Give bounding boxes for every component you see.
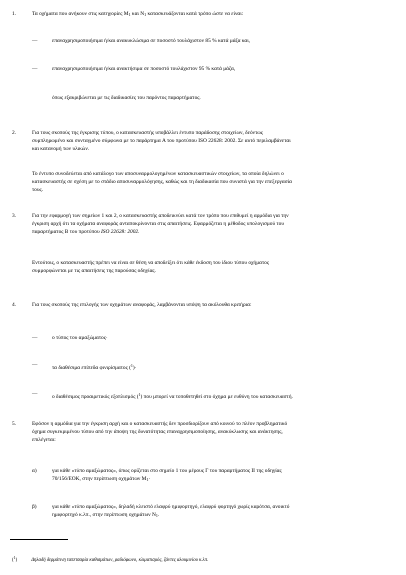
- paragraph-line: Εντούτοις, ο κατασκευαστής πρέπει να είναι σε θέση να αποδείξει ότι κάθε έκδοση του ίδιου τύπου οχήματος: [32, 260, 269, 266]
- item-number: 2.: [12, 130, 17, 136]
- list-item: επαναχρησιμοποιήσιμα ή/και ανακυκλώσιμα σε ποσοστό τουλάχιστον 85 % κατά μάζα και,: [52, 38, 251, 44]
- paragraph-line: Για τους σκοπούς της έγκρισης τύπου, ο κατασκευαστής υποβάλλει έντυπο παράδοσης στοιχείων, δεόντως: [32, 130, 263, 136]
- paragraph: όπως εξακριβώνεται με τις διαδικασίες του παρόντος παραρτήματος.: [52, 95, 201, 101]
- paragraph: Τα οχήματα που ανήκουν στις κατηγορίες $M_1$ και $N_1$ κατασκευάζονται κατά τρόπο ώστε να είναι:: [32, 11, 244, 17]
- paragraph-line: Το έντυπο συνοδεύεται από κατάλογο των αποσυναρμολογημένων κατασκευαστικών στοιχείων, τα οποία δηλώνει ο: [32, 171, 284, 177]
- paragraph-line: τους.: [32, 187, 44, 193]
- footnote-separator: [10, 539, 68, 540]
- paragraph-line: Για την εφαρμογή των σημείων 1 και 2, ο κατασκευαστής αποδεικνύει κατά τον τρόπο που επιθυμεί η αρμόδια για την: [32, 213, 289, 219]
- sub-item-line: 70/156/ΕΟΚ, στην περίπτωση οχημάτων $M_1\cdot$: [52, 476, 151, 482]
- list-item: τα διαθέσιμα επίπεδα φινιρίσματος ($^1$)·: [52, 363, 137, 371]
- sub-item-line: ημιφορτηγό κ.λπ., στην περίπτωση οχημάτων $N_1$.: [52, 512, 160, 518]
- paragraph-line: και κατανομή των υλικών.: [32, 146, 90, 152]
- item-number: 3.: [12, 213, 17, 219]
- list-item: επαναχρησιμοποιήσιμα ή/και ανακτήσιμα σε ποσοστό τουλάχιστον 95 % κατά μάζα,: [52, 66, 236, 72]
- paragraph-line: συμπληρωμένο και συνταγμένο σύμφωνα με το παράρτημα A του προτύπου ISO 22628: 2002. Σε αυτό περιλαμβάνεται: [32, 138, 291, 144]
- paragraph-line: Εφόσον η αρμόδια για την έγκριση αρχή και ο κατασκευαστής δεν προσδιορίζουν από κοινού το πλέον προβληματικό: [32, 421, 288, 427]
- paragraph-line: κατασκευαστής σε σχέση με το στάδιο αποσυναρμολόγησης, καθώς και τη διαδικασία που συνιστά για την επεξεργασία: [32, 179, 292, 185]
- dash-bullet: —: [32, 391, 38, 397]
- item-number: 1.: [12, 11, 17, 17]
- dash-bullet: —: [32, 38, 38, 44]
- paragraph-line: όχημα συγκεκριμένου τύπου από την άποψη της δυνατότητας επαναχρησιμοποίησης, ανακύκλωσης και ανάκτησης,: [32, 429, 283, 435]
- dash-bullet: —: [32, 66, 38, 72]
- paragraph-line: έγκριση αρχή ότι τα οχήματα αναφοράς ανταποκρίνονται στις απαιτήσεις. Εφαρμόζεται η μέθοδος υπολογισμού του: [32, 221, 285, 227]
- list-item: ο τύπος του αμαξώματος·: [52, 335, 108, 341]
- sub-item-label: α): [32, 468, 37, 474]
- paragraph-line: επιλέγεται:: [32, 437, 56, 443]
- sub-item-line: για κάθε «τύπο αμαξώματος», δηλαδή κλειστό ελαφρύ ημιφορτηγό, ελαφρύ φορτηγό χωρίς καρότσα, ανοικτό: [52, 504, 290, 510]
- paragraph-line: Για τους σκοπούς της επιλογής των οχημάτων αναφοράς, λαμβάνονται υπόψη τα ακόλουθα κριτήρια:: [32, 302, 252, 308]
- sub-item-line: για κάθε «τύπο αμαξώματος», όπως ορίζεται στο σημείο 1 του μέρους Γ του παραρτήματος ΙΙ της οδηγίας: [52, 468, 282, 474]
- sub-item-label: β): [32, 504, 37, 510]
- footnote: ($^1$) Δηλαδή δερμάτινη ταπετσαρία καθισμάτων, ραδιόφωνο, κλιματισμός, ζάντες αλουμινίου κ.λπ.: [12, 555, 209, 563]
- item-number: 5.: [12, 421, 17, 427]
- list-item: ο διαθέσιμος προαιρετικός εξοπλισμός ($^1$) που μπορεί να τοποθετηθεί στο όχημα με ευθύνη του κατασκευαστή.: [52, 392, 293, 400]
- item-number: 4.: [12, 302, 17, 308]
- dash-bullet: —: [32, 335, 38, 341]
- paragraph-line: παραρτήματος B του προτύπου ISO 22628: 2002.: [32, 229, 140, 235]
- dash-bullet: —: [32, 362, 38, 368]
- paragraph-line: συμμορφώνεται με τις απαιτήσεις της παρούσας οδηγίας.: [32, 268, 156, 274]
